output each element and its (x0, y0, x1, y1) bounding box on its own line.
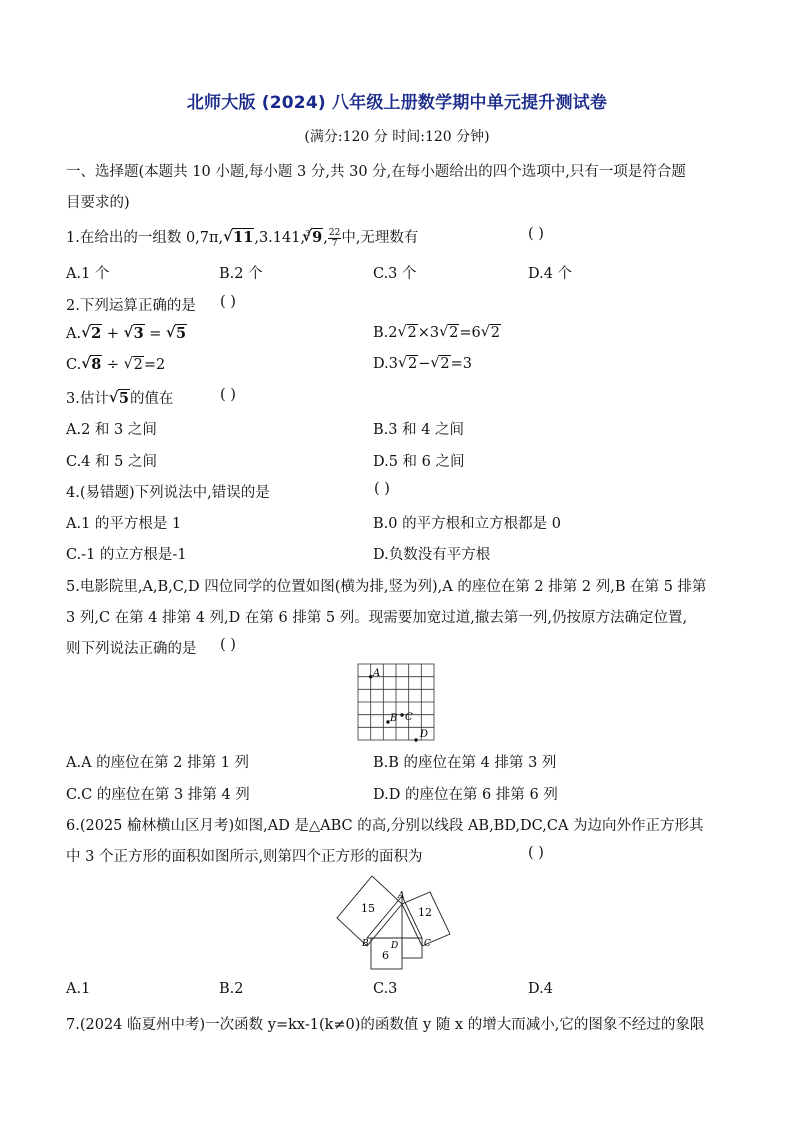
q4-option-c: C.-1 的立方根是-1 (66, 547, 187, 563)
area-label-15: 15 (361, 902, 375, 915)
square-dc (402, 938, 422, 958)
q4-answer-paren: ( ) (374, 481, 390, 497)
question-2-stem: 2.下列运算正确的是 (66, 298, 196, 314)
q1-fraction: $\frac{22}{7}$ (328, 227, 341, 249)
seat-label-d: D (420, 729, 429, 740)
question-5-line2: 3 列,C 在第 4 排第 4 列,D 在第 6 排第 5 列。现需要加宽过道,撤去第一列,仍按原方法确定位置, (66, 610, 688, 626)
q1-suffix: 中,无理数有 (341, 230, 419, 246)
vertex-label-b: B (362, 939, 369, 949)
question-6-line2: 中 3 个正方形的面积如图所示,则第四个正方形的面积为 (66, 849, 423, 865)
q6-answer-paren: ( ) (528, 845, 544, 861)
q5-option-a: A.A 的座位在第 2 排第 1 列 (66, 755, 250, 771)
q2-option-d: D.3√ 2−√ 2=3 (373, 356, 472, 372)
q1-option-d: D.4 个 (528, 266, 573, 282)
q5-answer-paren: ( ) (220, 637, 236, 653)
question-7-line1: 7.(2024 临夏州中考)一次函数 y=kx-1(k≠0)的函数值 y 随 x 的增大而减小,它的图象不经过的象限 (66, 1017, 705, 1033)
q1-cube-index: 3 (305, 229, 311, 238)
q1-option-a: A.1 个 (66, 266, 110, 282)
q6-option-a: A.1 (66, 981, 91, 997)
question-4-stem: 4.(易错题)下列说法中,错误的是 (66, 485, 270, 501)
q1-option-b: B.2 个 (219, 266, 263, 282)
q3-option-b: B.3 和 4 之间 (373, 422, 465, 438)
seat-point-a (369, 675, 372, 678)
question-5-line1: 5.电影院里,A,B,C,D 四位同学的位置如图(横为排,竖为列),A 的座位在第 2 排第 2 列,B 在第 5 排第 (66, 579, 707, 595)
seat-label-b: B (390, 713, 398, 724)
q4-option-b: B.0 的平方根和立方根都是 0 (373, 516, 561, 532)
q5-seat-grid-figure (350, 660, 440, 746)
q3-option-c: C.4 和 5 之间 (66, 454, 157, 470)
vertex-label-a: A (398, 891, 405, 901)
q6-squares-figure (330, 870, 460, 970)
q4-option-d: D.负数没有平方根 (373, 547, 491, 563)
section-heading-line2: 目要求的) (66, 195, 130, 211)
q1-sqrt-11: √ 11 (223, 229, 254, 246)
vertex-label-d: D (391, 941, 399, 951)
q1-answer-paren: ( ) (528, 226, 544, 242)
question-6-line1: 6.(2025 榆林横山区月考)如图,AD 是△ABC 的高,分别以线段 AB,BD,DC,CA 为边向外作正方形其 (66, 818, 704, 834)
seat-label-c: C (405, 712, 413, 723)
q5-option-b: B.B 的座位在第 4 排第 3 列 (373, 755, 557, 771)
q3-option-d: D.5 和 6 之间 (373, 454, 465, 470)
q2-option-c: C.√ 8 ÷ √ 2=2 (66, 356, 165, 373)
q1-prefix: 1.在给出的一组数 0,7π, (66, 230, 224, 246)
seat-label-a: A (373, 668, 381, 679)
seat-point-d (414, 738, 417, 741)
question-5-line3: 则下列说法正确的是 (66, 641, 197, 657)
figure-lines (337, 876, 450, 969)
vertex-label-c: C (424, 939, 431, 949)
q4-option-a: A.1 的平方根是 1 (66, 516, 182, 532)
q1-option-c: C.3 个 (373, 266, 417, 282)
q3-answer-paren: ( ) (220, 387, 236, 403)
triangle-abc (367, 896, 422, 938)
exam-title: 北师大版 (2024) 八年级上册数学期中单元提升测试卷 (186, 93, 608, 113)
q2-option-b: B.2√ 2×3√ 2=6√ 2 (373, 325, 501, 341)
q6-option-c: C.3 (373, 981, 398, 997)
q6-option-b: B.2 (219, 981, 244, 997)
q5-option-d: D.D 的座位在第 6 排第 6 列 (373, 787, 558, 803)
area-label-6: 6 (382, 949, 389, 962)
q1-mid: ,3.141, (254, 230, 306, 246)
q6-option-d: D.4 (528, 981, 553, 997)
seat-point-c (400, 713, 403, 716)
q1-cbrt-9: √ 9 (302, 229, 323, 246)
section-heading-line1: 一、选择题(本题共 10 小题,每小题 3 分,共 30 分,在每小题给出的四个选项中,只有一项是符合题 (66, 164, 686, 180)
q3-option-a: A.2 和 3 之间 (66, 422, 157, 438)
q5-option-c: C.C 的座位在第 3 排第 4 列 (66, 787, 250, 803)
q2-option-a: A.√ 2 + √ 3 = √ 5 (66, 325, 187, 342)
q2-answer-paren: ( ) (220, 294, 236, 310)
exam-subtitle: (满分:120 分 时间:120 分钟) (304, 129, 490, 145)
question-1-stem: 1.在给出的一组数 0,7π,√ 11,3.141,$^3$√ 9, $\frac{22}{7}$ 中,无理数有 (66, 226, 418, 249)
area-label-12: 12 (418, 906, 432, 919)
question-3-stem: 3.估计√ 5的值在 (66, 387, 173, 408)
